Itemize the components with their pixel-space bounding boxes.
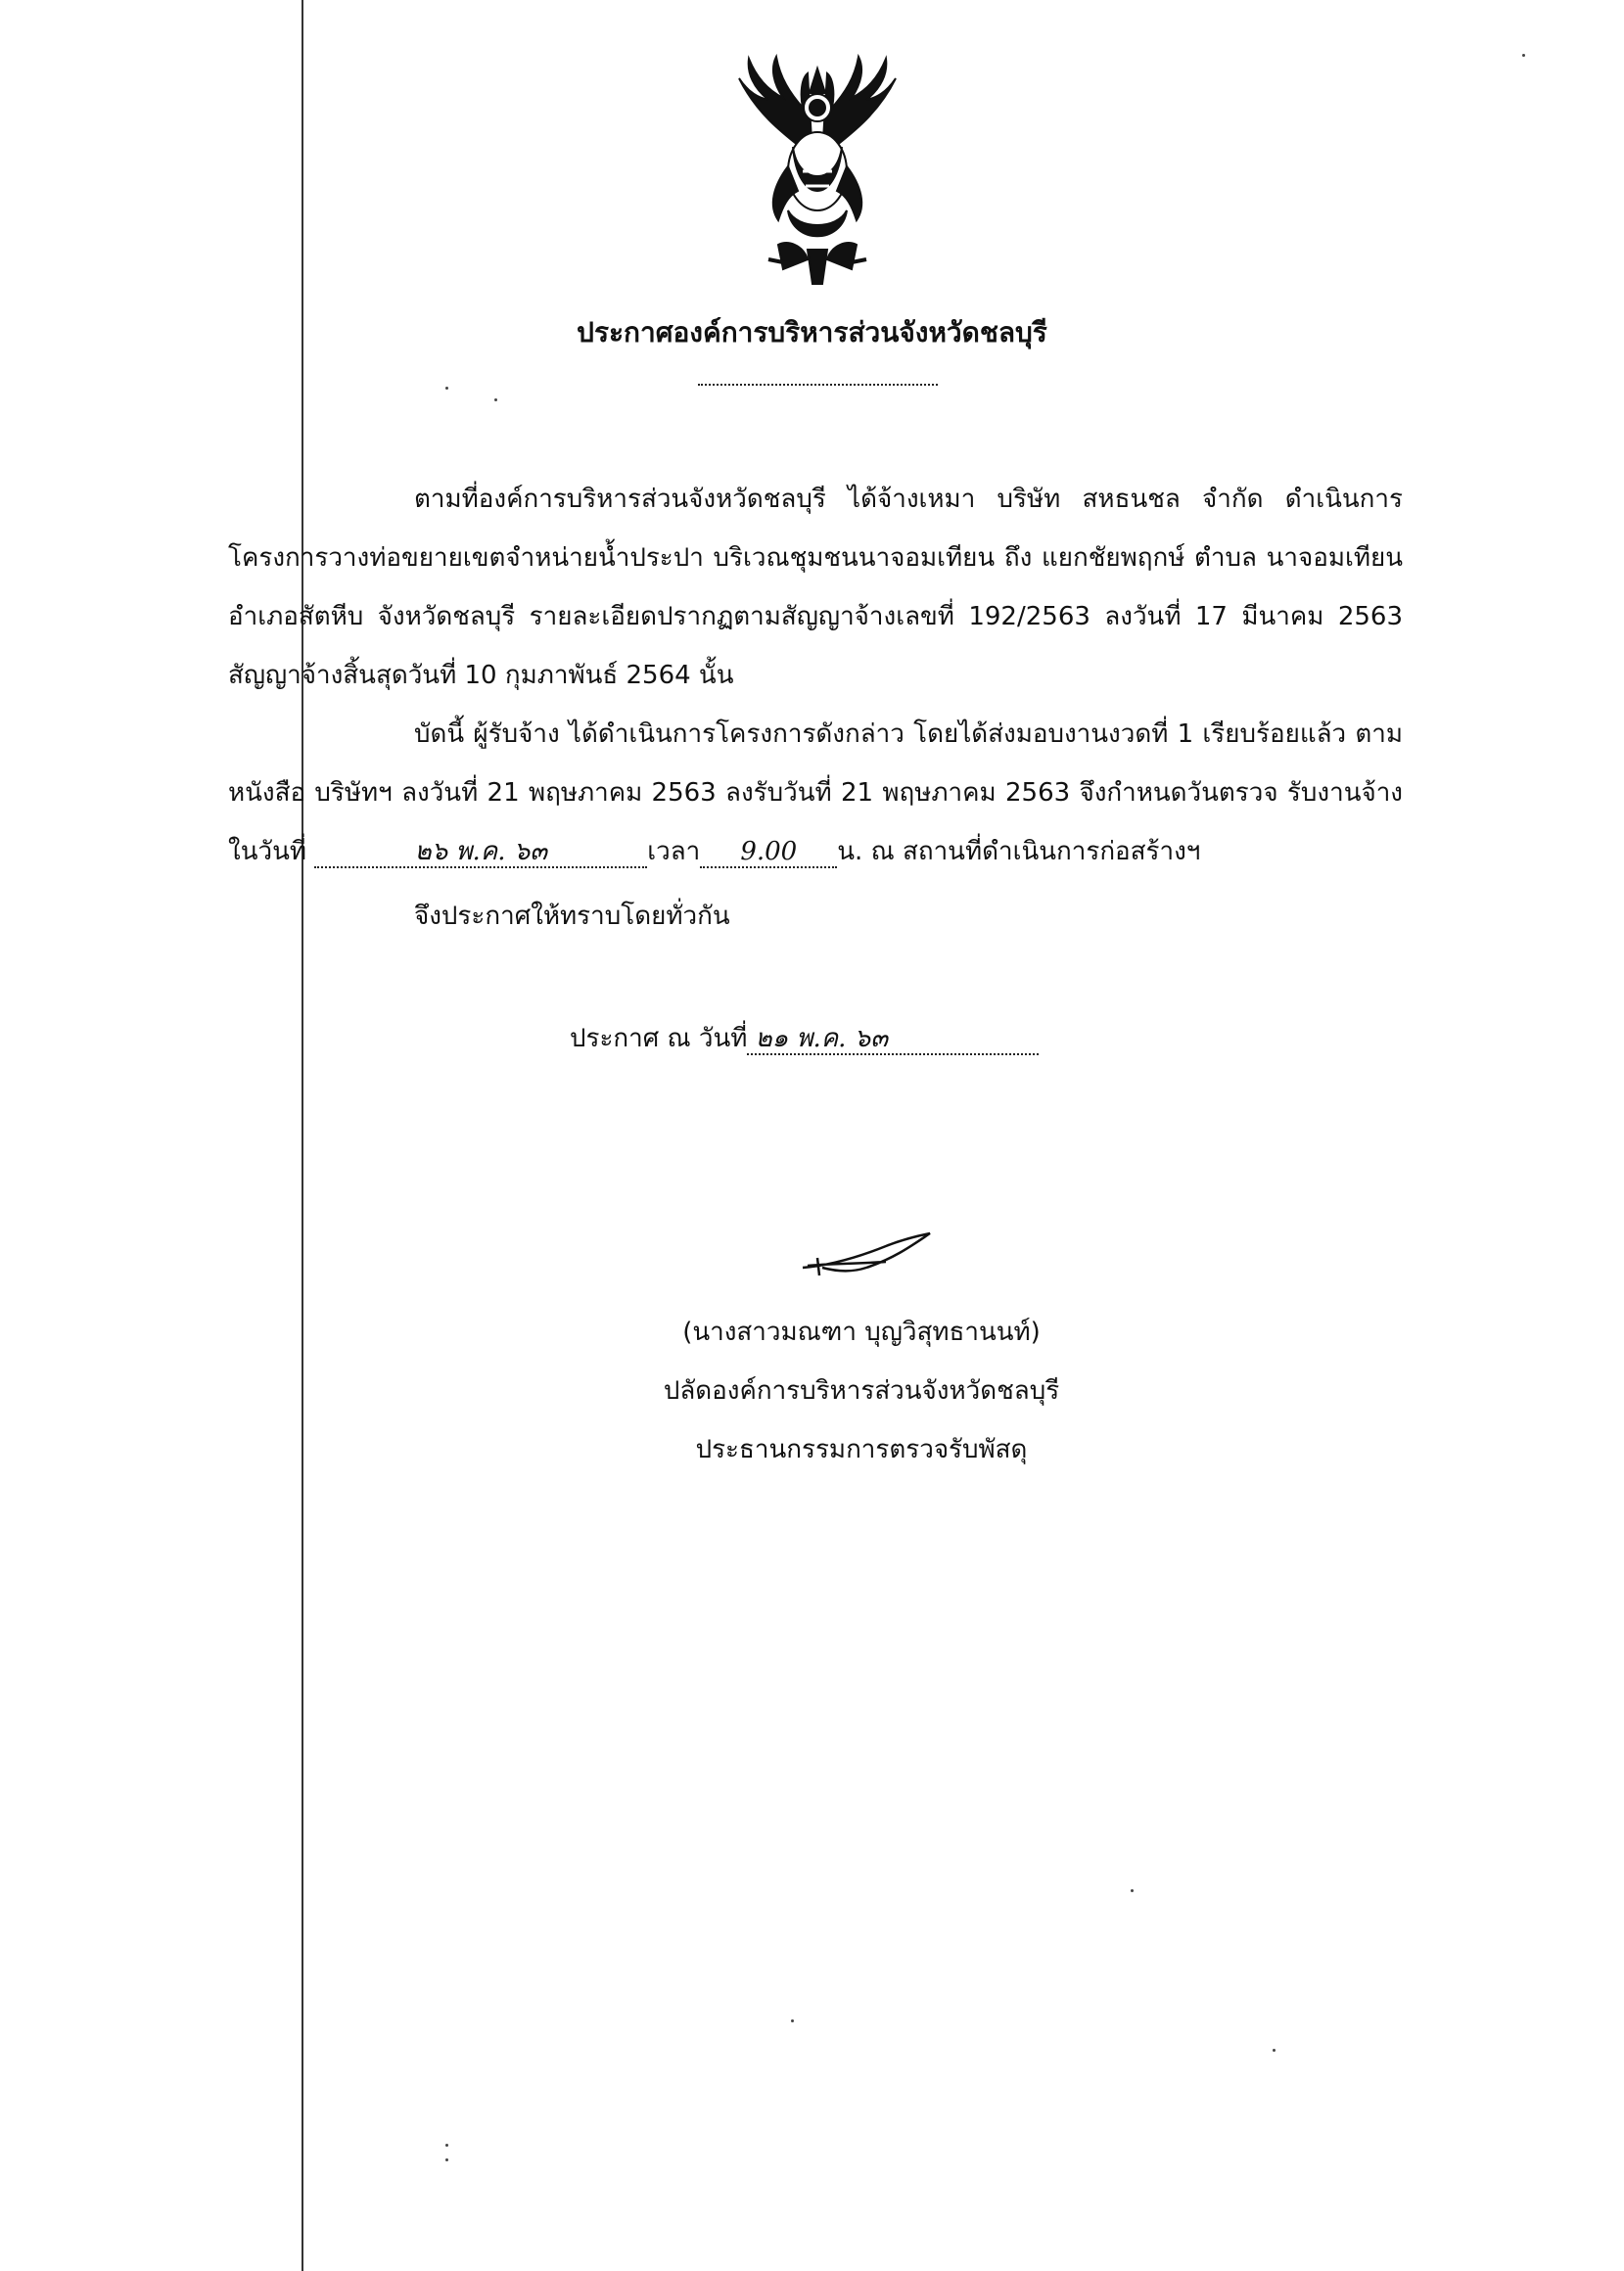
scan-speck <box>1522 54 1525 57</box>
title-dotted-divider <box>698 384 938 386</box>
scan-speck <box>445 2144 448 2147</box>
document-title: ประกาศองค์การบริหารส่วนจังหวัดชลบุรี <box>577 316 1047 348</box>
scan-speck <box>494 398 497 401</box>
announcement-date-label: ประกาศ ณ วันที่ <box>570 1024 748 1053</box>
announcement-date-line <box>570 1018 1039 1058</box>
paragraph-inspection <box>228 705 1403 881</box>
signatory-position: ปลัดองค์การบริหารส่วนจังหวัดชลบุรี <box>663 1376 1060 1406</box>
announcement-date-handwritten: ๒๑ พ.ค. ๖๓ <box>747 1024 1039 1055</box>
scan-speck <box>445 2158 448 2161</box>
paragraph-contract-text: ตามที่องค์การบริหารส่วนจังหวัดชลบุรี ได้จ้างเหมา บริษัท สหธนชล จำกัด ดำเนินการ โครงการวางท่อขยายเขตจำหน่ายน้ำประปา บริเวณชุมชนนาจอมเทียน ถึง แยกชัยพฤกษ์ ตำบล นาจอมเทียน อำเภอสัตหีบ จังหวัดชลบุรี รายละเอียดปรากฏตามสัญญาจ้างเลขที่ 192/2563 ลงวันที่ 17 มีนาคม 2563 สัญญาจ้างสิ้นสุดวันที่ 10 กุมภาพันธ์ 2564 นั้น <box>228 485 1403 690</box>
time-label: เวลา <box>647 837 701 866</box>
scan-speck <box>1131 1889 1134 1892</box>
handwritten-signature-icon <box>798 1228 935 1277</box>
paragraph-contract <box>228 470 1403 705</box>
signatory-committee-role: ประธานกรรมการตรวจรับพัสดุ <box>695 1435 1028 1464</box>
closing-line: จึงประกาศให้ทราบโดยทั่วกัน <box>414 902 730 931</box>
paragraph-inspection-text: บัดนี้ ผู้รับจ้าง ได้ดำเนินการโครงการดังกล่าว โดยได้ส่งมอบงานงวดที่ 1 เรียบร้อยแล้ว ตามหนังสือ บริษัทฯ ลงวันที่ 21 พฤษภาคม 2563 ลงรับวันที่ 21 พฤษภาคม 2563 จึงกำหนดวันตรวจ รับงานจ้าง ในวันที่ <box>228 719 1403 866</box>
scan-speck <box>1273 2049 1276 2052</box>
signatory-name: (นางสาวมณฑา บุญวิสุทธานนท์) <box>682 1318 1041 1347</box>
inspection-location-text: น. ณ สถานที่ดำเนินการก่อสร้างฯ <box>837 837 1201 866</box>
garuda-emblem-icon <box>719 49 915 289</box>
inspection-time-handwritten: 9.00 <box>700 837 837 868</box>
inspection-date-handwritten: ๒๖ พ.ค. ๖๓ <box>314 837 647 868</box>
scan-speck <box>791 2019 794 2022</box>
scan-speck <box>445 387 448 390</box>
